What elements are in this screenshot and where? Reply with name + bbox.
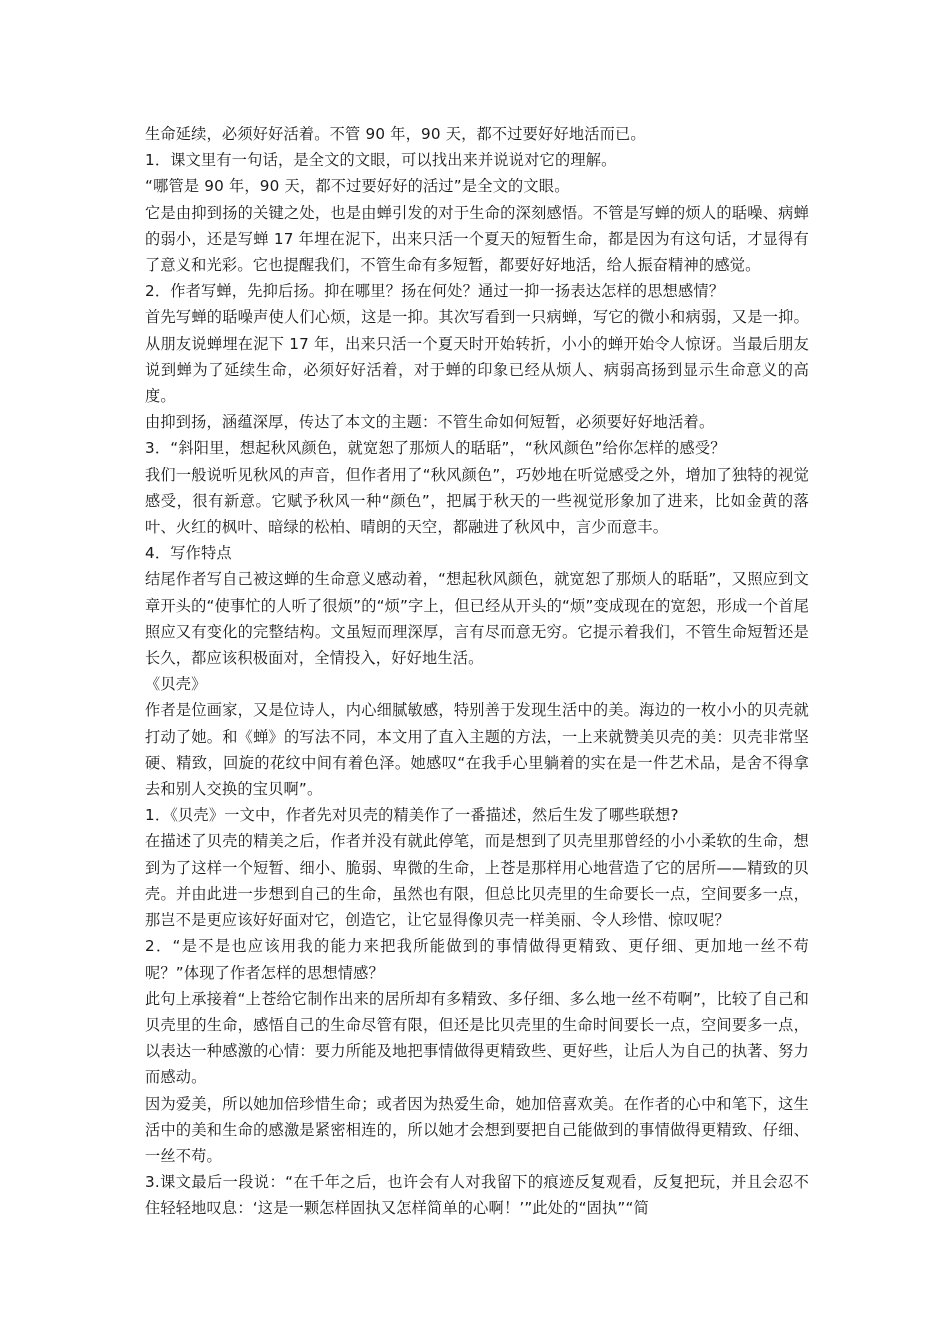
paragraph-6: 首先写蝉的聒噪声使人们心烦，这是一抑。其次写看到一只病蝉，写它的微小和病弱，又是一抑。从朋友说蝉埋在泥下 17 年，出来只活一个夏天时开始转折，小小的蝉开始令人惊讶。当最后朋友说到蝉为了延续生命，必须好好活着，对于蝉的印象已经从烦人、病弱高扬到显示生命意义的高度。 [145,308,809,406]
question-2: 2．作者写蝉，先抑后扬。抑在哪里？扬在何处？通过一抑一扬表达怎样的思想感情？ [145,282,725,301]
paragraph-15: 在描述了贝壳的精美之后，作者并没有就此停笔，而是想到了贝壳里那曾经的小小柔软的生命，想到为了这样一个短暂、细小、脆弱、卑微的生命，上苍是那样用心地营造了它的居所——精致的贝壳。并由此进一步想到自己的生命，虽然也有限，但总比贝壳里的生命要长一点，空间要多一点，那岂不是更应该好好面对它，创造它，让它显得像贝壳一样美丽、令人珍惜、惊叹呢？ [145,832,809,930]
section-title-shell: 《贝壳》 [145,675,207,694]
paragraph-17: 此句上承接着“上苍给它制作出来的居所却有多精致、多仔细、多么地一丝不苟啊”，比较了自己和贝壳里的生命，感悟自己的生命尽管有限，但还是比贝壳里的生命时间要长一点，空间要多一点，以表达一种感激的心情：要力所能及地把事情做得更精致些、更好些，让后人为自己的执著、努力而感动。 [145,989,809,1087]
shell-question-1: 1．《贝壳》一文中，作者先对贝壳的精美作了一番描述，然后生发了哪些联想? [145,806,679,825]
shell-question-2: 2．“是不是也应该用我的能力来把我所能做到的事情做得更精致、更仔细、更加地一丝不苟呢？”体现了作者怎样的思想情感？ [145,937,809,982]
paragraph-1: 生命延续，必须好好活着。不管 90 年，90 天，都不过要好好地活而已。 [145,125,646,143]
paragraph-3: “哪管是 90 年，90 天，都不过要好好的活过”是全文的文眼。 [145,177,570,196]
paragraph-9: 我们一般说听见秋风的声音，但作者用了“秋风颜色”，巧妙地在听觉感受之外，增加了独特的视觉感受，很有新意。它赋予秋风一种“颜色”，把属于秋天的一些视觉形象加了进来，比如金黄的落叶、火红的枫叶、暗绿的松柏、晴朗的天空，都融进了秋风中，言少而意丰。 [145,465,809,537]
paragraph-4: 它是由抑到扬的关键之处，也是由蝉引发的对于生命的深刻感悟。不管是写蝉的烦人的聒噪、病蝉的弱小，还是写蝉 17 年埋在泥下，出来只活一个夏天的短暂生命，都是因为有这句话，才显得有了意义和光彩。它也提醒我们，不管生命有多短暂，都要好好地活，给人振奋精神的感觉。 [145,203,809,275]
paragraph-11: 结尾作者写自己被这蝉的生命意义感动着，“想起秋风颜色，就宽恕了那烦人的聒聒”，又照应到文章开头的“使事忙的人听了很烦”的“烦”字上，但已经从开头的“烦”变成现在的宽恕，形成一个首尾照应又有变化的完整结构。文虽短而理深厚，言有尽而意无穷。它提示着我们，不管生命短暂还是长久，都应该积极面对，全情投入，好好地生活。 [145,570,809,668]
paragraph-18: 因为爱美，所以她加倍珍惜生命；或者因为热爱生命，她加倍喜欢美。在作者的心中和笔下，这生活中的美和生命的感激是紧密相连的，所以她才会想到要把自己能做到的事情做得更精致、仔细、一丝不苟。 [145,1094,809,1165]
document-body [145,121,809,1222]
question-1: 1．课文里有一句话，是全文的文眼，可以找出来并说说对它的理解。 [145,151,617,170]
paragraph-7: 由抑到扬，涵蕴深厚，传达了本文的主题：不管生命如何短暂，必须要好好地活着。 [145,413,715,432]
section-heading-writing-features: 4．写作特点 [145,544,232,563]
question-3: 3．“斜阳里，想起秋风颜色，就宽恕了那烦人的聒聒”，“秋风颜色”给你怎样的感受？ [145,439,726,458]
paragraph-13: 作者是位画家，又是位诗人，内心细腻敏感，特别善于发现生活中的美。海边的一枚小小的贝壳就打动了她。和《蝉》的写法不同，本文用了直入主题的方法，一上来就赞美贝壳的美：贝壳非常坚硬、精致，回旋的花纹中间有着色泽。她感叹“在我手心里躺着的实在是一件艺术品，是舍不得拿去和别人交换的宝贝啊”。 [145,701,809,799]
shell-question-3: 3.课文最后一段说：“在千年之后，也许会有人对我留下的痕迹反复观看，反复把玩，并且会忍不住轻轻地叹息：‘这是一颗怎样固执又怎样简单的心啊！’”此处的“固执”“简 [145,1173,809,1218]
